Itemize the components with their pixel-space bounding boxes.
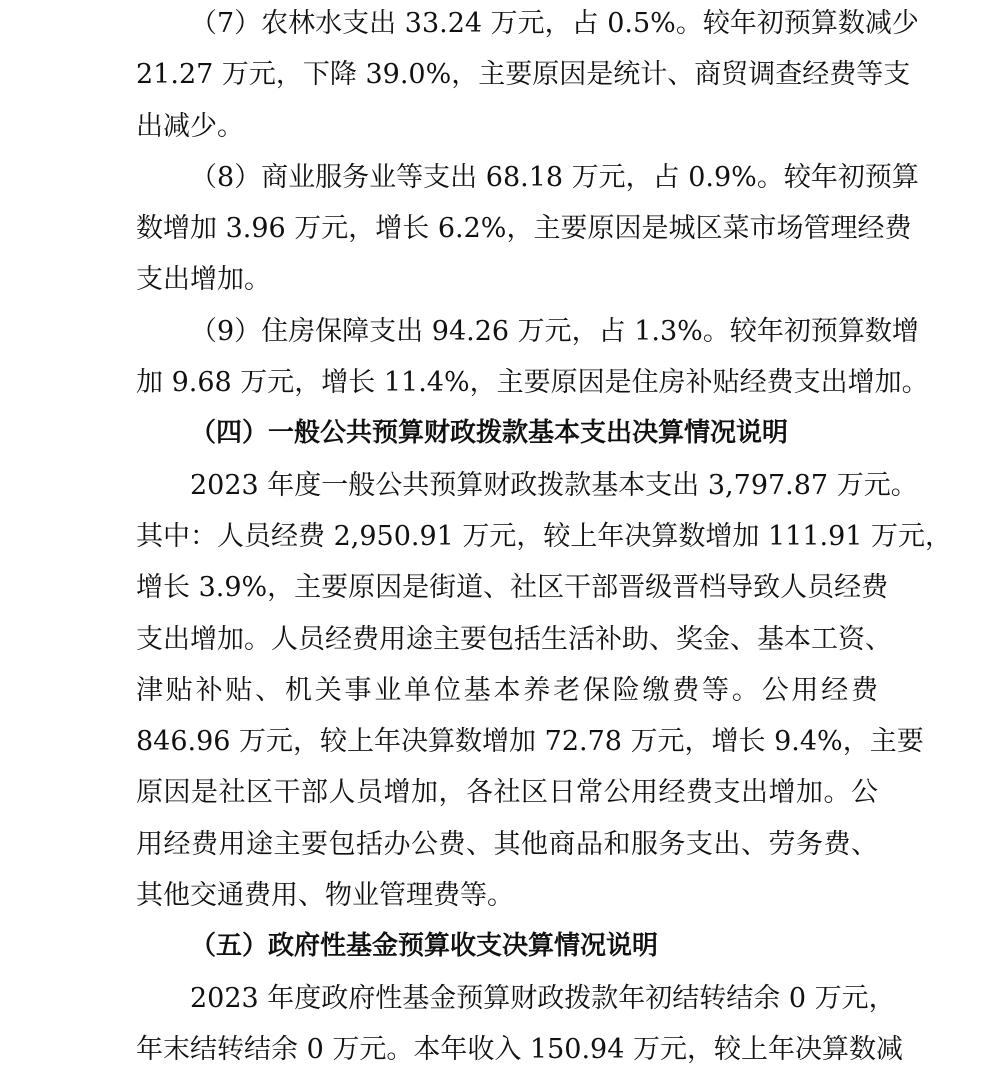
paragraph-line: 2023 年度政府性基金预算财政拨款年初结转结余 0 万元，	[190, 982, 896, 1014]
paragraph-line: 支出增加。	[136, 264, 271, 296]
paragraph-line: 津贴补贴、机关事业单位基本养老保险缴费等。公用经费	[136, 674, 878, 706]
paragraph-line: （9）住房保障支出 94.26 万元，占 1.3%。较年初预算数增	[190, 315, 919, 347]
paragraph-line: 其他交通费用、物业管理费等。	[136, 880, 514, 912]
paragraph-line: 其中：人员经费 2,950.91 万元，较上年决算数增加 111.91 万元，	[136, 520, 953, 552]
paragraph-line: 2023 年度一般公共预算财政拨款基本支出 3,797.87 万元。	[190, 469, 918, 501]
paragraph-line: 846.96 万元，较上年决算数增加 72.78 万元，增长 9.4%，主要	[136, 726, 924, 758]
paragraph-line: 用经费用途主要包括办公费、其他商品和服务支出、劳务费、	[136, 828, 878, 860]
paragraph-line: 21.27 万元，下降 39.0%，主要原因是统计、商贸调查经费等支	[136, 59, 911, 91]
document-body	[136, 0, 953, 1075]
section-heading: （四）一般公共预算财政拨款基本支出决算情况说明	[190, 418, 789, 449]
paragraph-line: 支出增加。人员经费用途主要包括生活补助、奖金、基本工资、	[136, 623, 892, 655]
section-heading: （五）政府性基金预算收支决算情况说明	[190, 931, 659, 962]
paragraph-line: 原因是社区干部人员增加，各社区日常公用经费支出增加。公	[136, 777, 878, 809]
paragraph-line: （8）商业服务业等支出 68.18 万元，占 0.9%。较年初预算	[190, 161, 919, 193]
paragraph-line: 年末结转结余 0 万元。本年收入 150.94 万元，较上年决算数减	[136, 1033, 903, 1065]
paragraph-line: （7）农林水支出 33.24 万元，占 0.5%。较年初预算数减少	[190, 8, 919, 39]
paragraph-line: 数增加 3.96 万元，增长 6.2%，主要原因是城区菜市场管理经费	[136, 213, 912, 245]
paragraph-line: 出减少。	[136, 110, 244, 142]
paragraph-line: 增长 3.9%，主要原因是街道、社区干部晋级晋档导致人员经费	[136, 572, 889, 604]
paragraph-line: 加 9.68 万元，增长 11.4%，主要原因是住房补贴经费支出增加。	[136, 367, 929, 399]
